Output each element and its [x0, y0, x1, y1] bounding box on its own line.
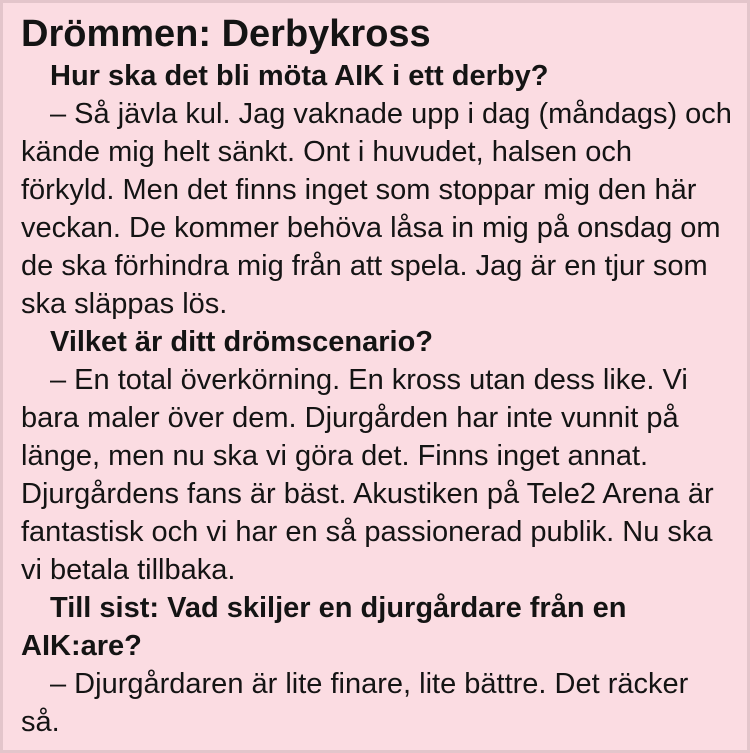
article-title: Drömmen: Derbykross — [21, 13, 431, 55]
interview-answer-1: – Så jävla kul. Jag vaknade upp i dag (måndags) och kände mig helt sänkt. Ont i huvudet, halsen och förkyld. Men det finns inget som stoppar mig den här veckan. De kommer behöva låsa in mig på onsdag om de ska förhindra mig från att spela. Jag är en tjur som ska släppas lös. — [21, 98, 732, 320]
interview-question-1: Hur ska det bli möta AIK i ett derby? — [50, 60, 549, 92]
interview-answer-3: – Djurgårdaren är lite finare, lite bättre. Det räcker så. — [21, 668, 689, 738]
interview-answer-2: – En total överkörning. En kross utan dess like. Vi bara maler över dem. Djurgården har inte vunnit på länge, men nu ska vi göra det. Finns inget annat. Djurgårdens fans är bäst. Akustiken på Tele2 Arena är fantastisk och vi har en så passionerad publik. Nu ska vi betala tillbaka. — [21, 364, 714, 586]
interview-question-3: Till sist: Vad skiljer en djurgårdare från en AIK:are? — [21, 592, 627, 662]
interview-question-2: Vilket är ditt drömscenario? — [50, 326, 434, 358]
